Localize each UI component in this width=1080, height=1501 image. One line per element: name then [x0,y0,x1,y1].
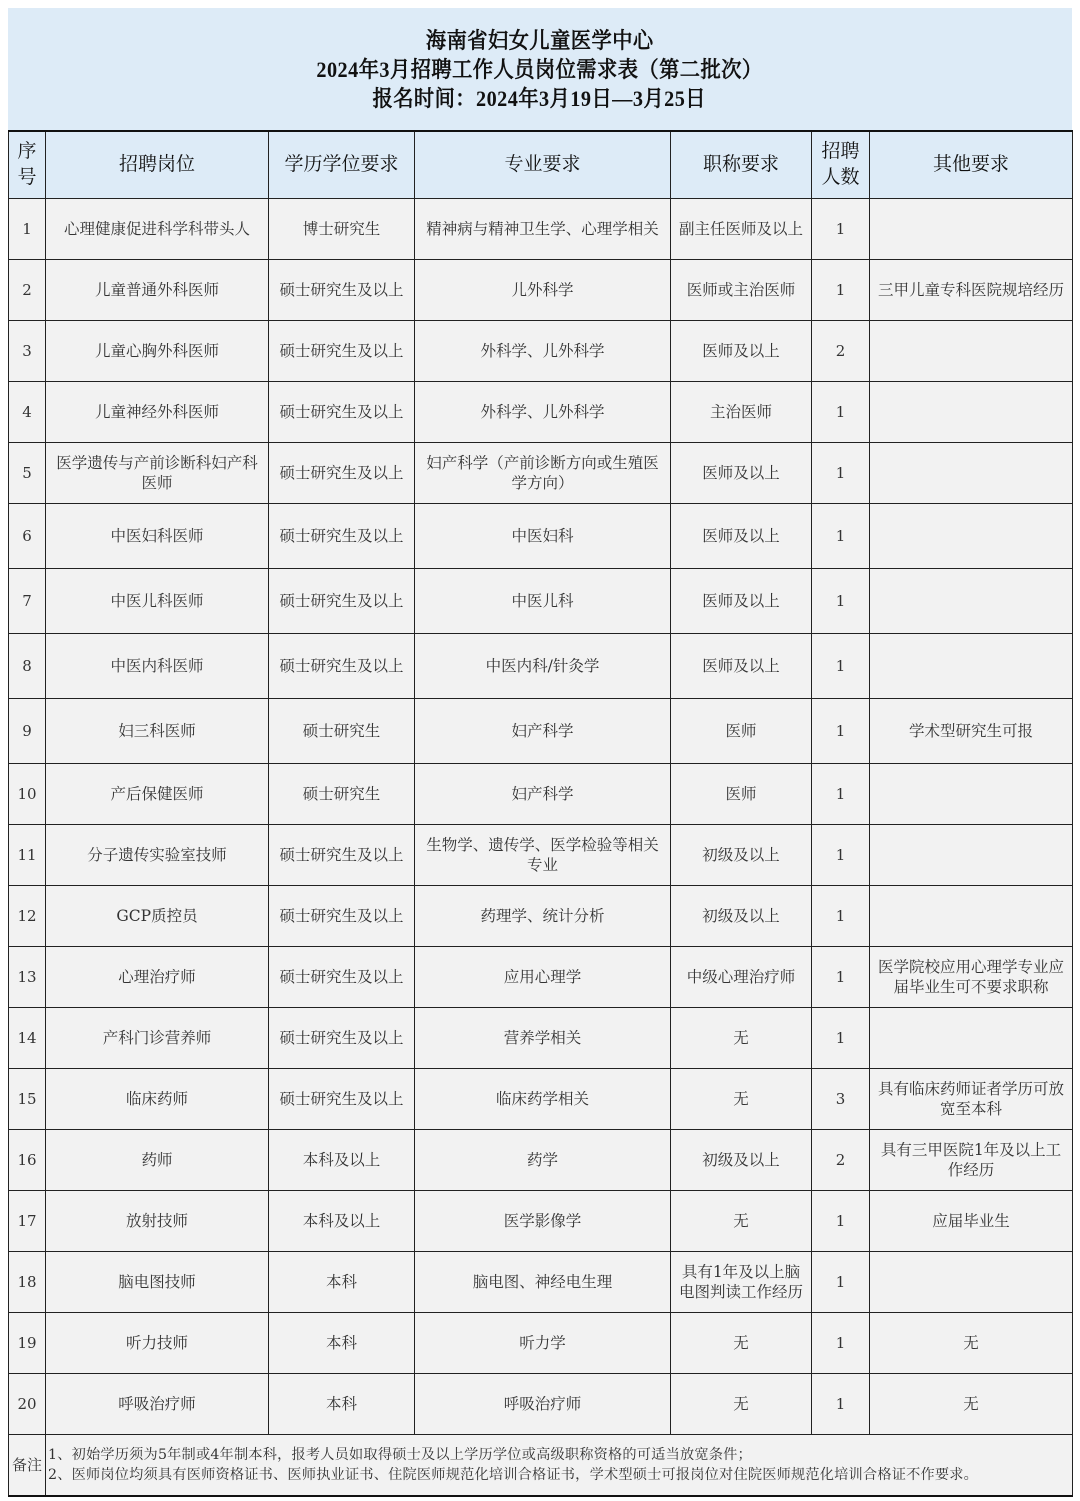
cell-education: 硕士研究生 [269,698,415,763]
cell-index: 16 [9,1129,46,1190]
cell-count: 1 [812,698,870,763]
cell-major: 医学影像学 [415,1190,671,1251]
cell-count: 1 [812,503,870,568]
cell-other [870,763,1073,824]
title-table-name: 2024年3月招聘工作人员岗位需求表（第二批次） [316,56,763,82]
cell-position: 脑电图技师 [46,1251,269,1312]
table-row [9,1251,1073,1312]
cell-index: 4 [9,381,46,442]
cell-position: 医学遗传与产前诊断科妇产科医师 [46,442,269,503]
cell-other [870,885,1073,946]
cell-count: 1 [812,381,870,442]
cell-count: 1 [812,633,870,698]
cell-other [870,198,1073,259]
notes-row [9,1434,1073,1496]
cell-education: 硕士研究生及以上 [269,824,415,885]
cell-position: 呼吸治疗师 [46,1373,269,1434]
cell-count: 1 [812,885,870,946]
cell-index: 15 [9,1068,46,1129]
cell-other [870,503,1073,568]
cell-other [870,1251,1073,1312]
cell-major: 精神病与精神卫生学、心理学相关 [415,198,671,259]
cell-position: 心理健康促进科学科带头人 [46,198,269,259]
cell-position: 听力技师 [46,1312,269,1373]
cell-position: 中医妇科医师 [46,503,269,568]
cell-position: 儿童普通外科医师 [46,259,269,320]
cell-other: 学术型研究生可报 [870,698,1073,763]
cell-title-requirement: 无 [671,1068,812,1129]
table-row [9,1068,1073,1129]
cell-education: 硕士研究生及以上 [269,568,415,633]
cell-index: 8 [9,633,46,698]
cell-position: 心理治疗师 [46,946,269,1007]
cell-position: 分子遗传实验室技师 [46,824,269,885]
cell-other [870,824,1073,885]
table-row [9,1190,1073,1251]
cell-count: 2 [812,320,870,381]
cell-title-requirement: 具有1年及以上脑电图判读工作经历 [671,1251,812,1312]
title-band [8,8,1072,130]
cell-count: 1 [812,1373,870,1434]
header-count: 招聘 人数 [812,131,870,198]
cell-count: 1 [812,198,870,259]
notes-label: 备注 [9,1434,46,1496]
cell-education: 本科 [269,1373,415,1434]
cell-education: 硕士研究生及以上 [269,259,415,320]
table-header-row [9,131,1073,198]
table-row [9,1312,1073,1373]
cell-other: 无 [870,1312,1073,1373]
cell-count: 1 [812,442,870,503]
cell-major: 营养学相关 [415,1007,671,1068]
cell-position: 妇三科医师 [46,698,269,763]
table-row [9,763,1073,824]
table-row [9,633,1073,698]
cell-title-requirement: 无 [671,1190,812,1251]
cell-other: 医学院校应用心理学专业应届毕业生可不要求职称 [870,946,1073,1007]
note-item: 1、初始学历须为5年制或4年制本科，报考人员如取得硕士及以上学历学位或高级职称资格的可适当放宽条件； [48,1446,752,1463]
cell-title-requirement: 初级及以上 [671,885,812,946]
cell-index: 2 [9,259,46,320]
cell-position: 放射技师 [46,1190,269,1251]
cell-other: 具有临床药师证者学历可放宽至本科 [870,1068,1073,1129]
cell-title-requirement: 无 [671,1312,812,1373]
cell-education: 本科及以上 [269,1190,415,1251]
header-index: 序 号 [9,131,46,198]
cell-position: 产后保健医师 [46,763,269,824]
cell-education: 硕士研究生及以上 [269,1068,415,1129]
title-institution: 海南省妇女儿童医学中心 [425,27,654,53]
cell-count: 3 [812,1068,870,1129]
cell-count: 1 [812,1190,870,1251]
header-education: 学历学位要求 [269,131,415,198]
header-other: 其他要求 [870,131,1073,198]
cell-count: 1 [812,763,870,824]
cell-count: 2 [812,1129,870,1190]
table-row [9,442,1073,503]
cell-position: 儿童心胸外科医师 [46,320,269,381]
cell-major: 儿外科学 [415,259,671,320]
cell-position: 中医儿科医师 [46,568,269,633]
cell-education: 硕士研究生及以上 [269,381,415,442]
cell-major: 中医儿科 [415,568,671,633]
cell-education: 硕士研究生 [269,763,415,824]
cell-index: 6 [9,503,46,568]
cell-index: 14 [9,1007,46,1068]
recruitment-sheet [8,8,1072,1497]
cell-education: 硕士研究生及以上 [269,885,415,946]
cell-position: GCP质控员 [46,885,269,946]
cell-other [870,442,1073,503]
cell-title-requirement: 无 [671,1007,812,1068]
cell-count: 1 [812,946,870,1007]
cell-title-requirement: 医师及以上 [671,633,812,698]
table-row [9,198,1073,259]
table-row [9,885,1073,946]
cell-major: 药学 [415,1129,671,1190]
cell-education: 硕士研究生及以上 [269,1007,415,1068]
table-row [9,1007,1073,1068]
cell-other [870,1007,1073,1068]
cell-education: 硕士研究生及以上 [269,320,415,381]
cell-title-requirement: 副主任医师及以上 [671,198,812,259]
cell-major: 中医妇科 [415,503,671,568]
table-row [9,1373,1073,1434]
cell-education: 硕士研究生及以上 [269,503,415,568]
cell-title-requirement: 初级及以上 [671,824,812,885]
table-row [9,381,1073,442]
cell-index: 17 [9,1190,46,1251]
cell-count: 1 [812,259,870,320]
header-major: 专业要求 [415,131,671,198]
cell-index: 20 [9,1373,46,1434]
cell-other [870,381,1073,442]
cell-major: 妇产科学 [415,698,671,763]
cell-title-requirement: 中级心理治疗师 [671,946,812,1007]
cell-index: 10 [9,763,46,824]
cell-index: 19 [9,1312,46,1373]
table-row [9,259,1073,320]
cell-index: 11 [9,824,46,885]
cell-education: 博士研究生 [269,198,415,259]
cell-education: 本科 [269,1312,415,1373]
cell-major: 外科学、儿外科学 [415,381,671,442]
title-registration-period: 报名时间：2024年3月19日—3月25日 [372,85,707,111]
cell-major: 听力学 [415,1312,671,1373]
cell-title-requirement: 无 [671,1373,812,1434]
cell-count: 1 [812,824,870,885]
cell-major: 临床药学相关 [415,1068,671,1129]
cell-education: 硕士研究生及以上 [269,633,415,698]
cell-major: 外科学、儿外科学 [415,320,671,381]
cell-title-requirement: 医师及以上 [671,320,812,381]
cell-position: 药师 [46,1129,269,1190]
header-title-requirement: 职称要求 [671,131,812,198]
cell-title-requirement: 医师及以上 [671,568,812,633]
cell-index: 5 [9,442,46,503]
cell-count: 1 [812,1251,870,1312]
table-row [9,824,1073,885]
cell-other: 应届毕业生 [870,1190,1073,1251]
cell-education: 硕士研究生及以上 [269,442,415,503]
cell-position: 产科门诊营养师 [46,1007,269,1068]
cell-major: 妇产科学（产前诊断方向或生殖医学方向） [415,442,671,503]
cell-major: 药理学、统计分析 [415,885,671,946]
cell-index: 7 [9,568,46,633]
header-position: 招聘岗位 [46,131,269,198]
table-row [9,1129,1073,1190]
cell-position: 儿童神经外科医师 [46,381,269,442]
cell-title-requirement: 医师及以上 [671,442,812,503]
cell-index: 18 [9,1251,46,1312]
cell-index: 9 [9,698,46,763]
cell-education: 硕士研究生及以上 [269,946,415,1007]
cell-title-requirement: 医师 [671,763,812,824]
notes-body [46,1434,1073,1496]
table-row [9,698,1073,763]
cell-major: 妇产科学 [415,763,671,824]
positions-table [8,130,1073,1497]
table-row [9,503,1073,568]
cell-major: 中医内科/针灸学 [415,633,671,698]
cell-position: 中医内科医师 [46,633,269,698]
cell-count: 1 [812,1312,870,1373]
cell-title-requirement: 医师或主治医师 [671,259,812,320]
cell-other [870,633,1073,698]
note-item: 2、医师岗位均须具有医师资格证书、医师执业证书、住院医师规范化培训合格证书，学术型硕士可报岗位对住院医师规范化培训合格证不作要求。 [48,1466,979,1483]
cell-education: 本科及以上 [269,1129,415,1190]
cell-position: 临床药师 [46,1068,269,1129]
cell-other [870,320,1073,381]
cell-other [870,568,1073,633]
cell-title-requirement: 初级及以上 [671,1129,812,1190]
table-row [9,946,1073,1007]
cell-index: 13 [9,946,46,1007]
cell-count: 1 [812,568,870,633]
cell-education: 本科 [269,1251,415,1312]
cell-other: 三甲儿童专科医院规培经历 [870,259,1073,320]
cell-other: 无 [870,1373,1073,1434]
cell-index: 3 [9,320,46,381]
cell-major: 呼吸治疗师 [415,1373,671,1434]
cell-title-requirement: 医师 [671,698,812,763]
cell-count: 1 [812,1007,870,1068]
cell-major: 生物学、遗传学、医学检验等相关专业 [415,824,671,885]
cell-index: 1 [9,198,46,259]
cell-index: 12 [9,885,46,946]
cell-major: 应用心理学 [415,946,671,1007]
cell-other: 具有三甲医院1年及以上工作经历 [870,1129,1073,1190]
table-row [9,320,1073,381]
table-row [9,568,1073,633]
cell-title-requirement: 主治医师 [671,381,812,442]
cell-title-requirement: 医师及以上 [671,503,812,568]
cell-major: 脑电图、神经电生理 [415,1251,671,1312]
